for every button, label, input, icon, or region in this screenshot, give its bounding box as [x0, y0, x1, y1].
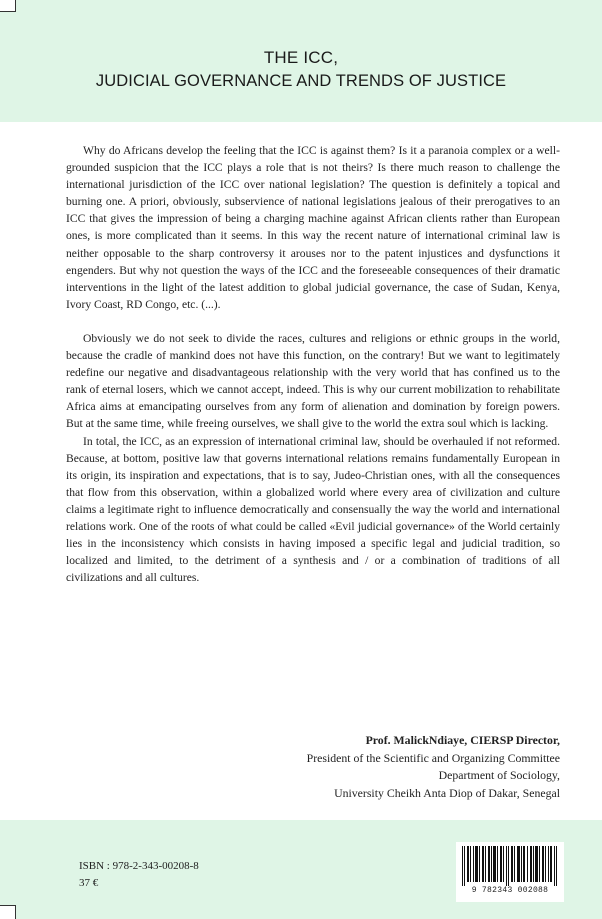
author-university: University Cheikh Anta Diop of Dakar, Senegal [334, 785, 560, 800]
title-line-1: THE ICC, [263, 48, 339, 67]
cover-footer [0, 820, 602, 919]
crop-mark-bottom-left [0, 905, 16, 919]
blurb-text [66, 142, 560, 586]
isbn-block [79, 858, 199, 892]
barcode [456, 842, 564, 902]
author-name: Prof. MalickNdiaye, CIERSP Director, [365, 733, 560, 747]
author-department: Department of Sociology, [438, 768, 560, 782]
author-signature [307, 732, 560, 802]
cover-header [0, 0, 602, 122]
blurb-paragraph-2: Obviously we do not seek to divide the races, cultures and religions or ethnic groups in the world, because the cradle of mankind does not have this function, on the contrary! But we want to legitimately redefine our negative and disadvantageous relationship with the very world that has confined us to the rank of eternal losers, which we cannot accept, indeed. This is why our current mobilization to rehabilitate Africa aims at emancipating ourselves from any form of alienation and domination by foreign powers. But at the same time, while freeing ourselves, we shall give to the world the extra soul which is lacking. [66, 331, 560, 431]
isbn-number: ISBN : 978-2-343-00208-8 [79, 860, 199, 872]
barcode-digits: 9 782343 002088 [471, 886, 549, 895]
title-line-2: JUDICIAL GOVERNANCE AND TRENDS OF JUSTICE [95, 72, 507, 90]
blurb-panel [0, 122, 602, 820]
blurb-paragraph-3: In total, the ICC, as an expression of international criminal law, should be overhauled if not reformed. Because, at bottom, positive law that governs international relations remains fundamentally European in its origin, its inspiration and expectations, that is to say, Judeo-Christian ones, with all the consequences that flow from this observation, within a globalized world where every area of civilization and culture claims a legitimate right to influence democratically and consensually the way the world and international relations work. One of the roots of what could be called «Evil judicial governance» of the World certainly lies in the inconsistency which consists in having imposed a specific legal and judicial tradition, so localized and limited, to the detriment of a synthesis and / or a combination of traditions of all civilizations and all cultures. [66, 434, 560, 585]
author-title-committee: President of the Scientific and Organizing Committee [306, 750, 560, 765]
price: 37 € [79, 877, 99, 889]
blurb-paragraph-1: Why do Africans develop the feeling that the ICC is against them? Is it a paranoia complex or a well-grounded suspicion that the ICC plays a role that is not theirs? Is there much reason to challenge the international jurisdiction of the ICC over national legislation? The question is definitely a topical and burning one. A priori, obviously, subservience of national legislations jealous of their prerogatives to an ICC that gives the impression of being a charging machine against African clients rather than European ones, is more complicated than it seems. In this way the recent nature of international criminal law is neither opposable to the sharp controversy it arouses nor to the patent injustices and dysfunctions it engenders. But why not question the ways of the ICC and the foreseeable consequences of their dramatic interventions in the light of the latest addition to global judicial governance, the case of Sudan, Kenya, Ivory Coast, RD Congo, etc. (...). [66, 144, 560, 311]
barcode-bars [460, 846, 560, 886]
